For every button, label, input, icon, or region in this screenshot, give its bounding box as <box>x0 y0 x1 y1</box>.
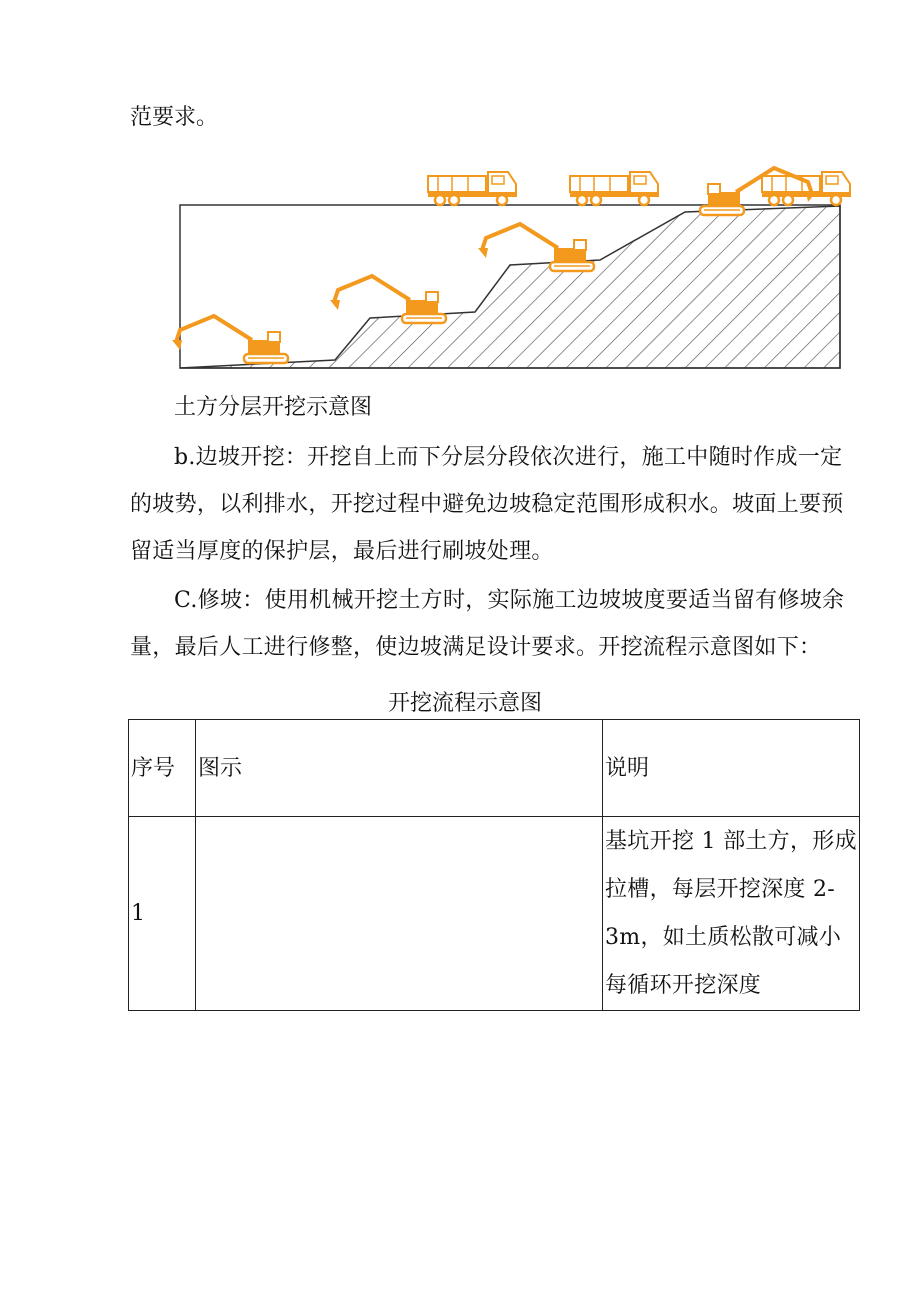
table-title: 开挖流程示意图 <box>388 691 543 716</box>
table-header-row <box>129 720 860 817</box>
paragraph-b: b.边坡开挖：开挖自上而下分层分段依次进行，施工中随时作成一定的坡势，以利排水，开挖过程中避免边坡稳定范围形成积水。坡面上要预留适当厚度的保护层，最后进行刷坡处理。 <box>130 445 844 564</box>
intro-line: 范要求。 <box>130 105 219 130</box>
row-no: 1 <box>129 817 196 1011</box>
layered-excavation-diagram <box>170 150 860 375</box>
header-desc: 说明 <box>603 720 860 817</box>
paragraph-c: C.修坡：使用机械开挖土方时，实际施工边坡坡度要适当留有修坡余量，最后人工进行修整，使边坡满足设计要求。开挖流程示意图如下： <box>130 588 845 660</box>
figure-caption: 土方分层开挖示意图 <box>174 395 373 420</box>
table-row <box>129 817 860 1011</box>
excavation-flow-table <box>128 719 860 1011</box>
header-no: 序号 <box>129 720 196 817</box>
row-figure <box>196 817 603 1011</box>
header-figure: 图示 <box>196 720 603 817</box>
row-desc: 基坑开挖 1 部土方，形成拉槽，每层开挖深度 2-3m，如土质松散可减小每循环开挖深度 <box>603 817 860 1011</box>
